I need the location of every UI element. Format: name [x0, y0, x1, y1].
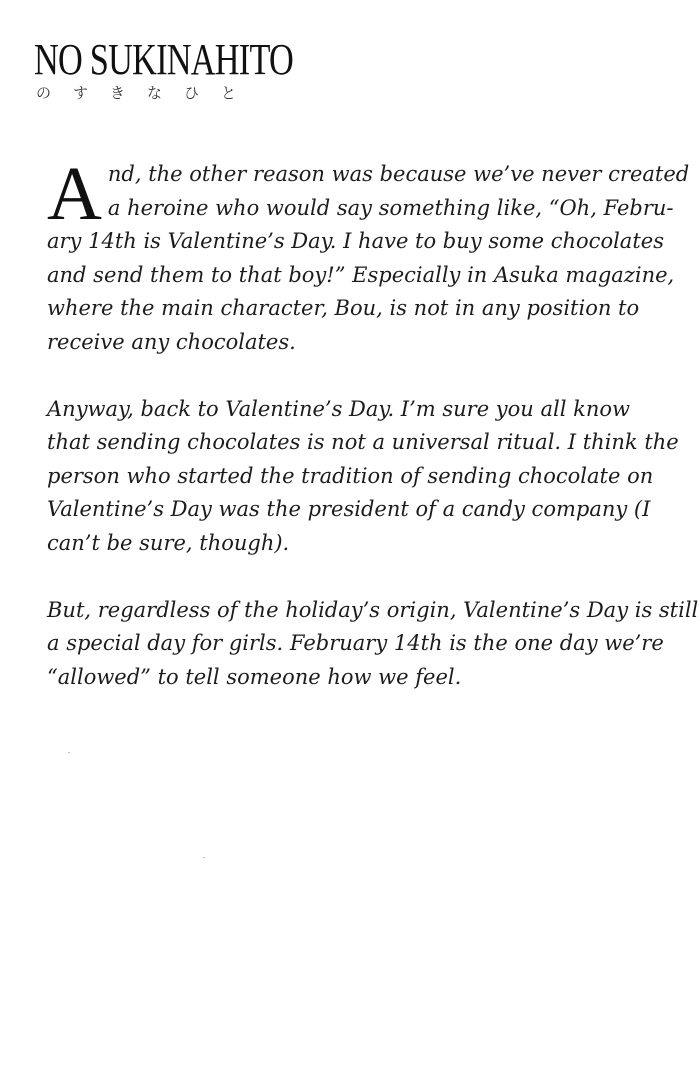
paragraph-3 [47, 594, 699, 695]
text-segment: magazine, [558, 262, 675, 287]
text-line: person who started the tradition of sending chocolate on [47, 463, 654, 488]
text-line: receive any chocolates. [47, 329, 296, 354]
text-line [47, 259, 675, 293]
text-line: where the main character, Bou, is not in any position to [47, 296, 640, 321]
page-subtitle-kana: のすきなひと [36, 84, 259, 102]
text-line: Valentine’s Day was the president of a candy company (I [47, 497, 651, 522]
text-segment: and send them to that boy!” Especially in [47, 262, 495, 287]
text-line: Anyway, back to Valentine’s Day. I’m sure you all know [47, 396, 631, 421]
text-line [47, 225, 672, 259]
text-line: nd, the other reason was because we’ve never created [107, 162, 690, 186]
text-line: that sending chocolates is not a universal ritual. I think the [47, 430, 679, 455]
text-line: But, regardless of the holiday’s origin, Valentine’s Day is still [47, 597, 699, 622]
text-line: a heroine who would say something like, “Oh, Febru- [107, 195, 674, 220]
title-block [34, 36, 366, 103]
article-body [47, 152, 699, 727]
text-line: a special day for girls. February 14th is the one day we’re [47, 631, 664, 656]
text-line: “allowed” to tell someone how we feel. [47, 664, 462, 689]
magazine-name: Asuka [494, 262, 559, 287]
paragraph-2 [47, 393, 679, 561]
text-line: ary 14th is Valentine’s Day. I have to buy some chocolates [47, 229, 664, 254]
page-title: NO SUKINAHITO [34, 35, 294, 84]
scan-speck [68, 752, 70, 753]
scan-speck [203, 857, 205, 858]
drop-cap: A [47, 152, 102, 236]
paragraph-1 [47, 152, 690, 360]
text-line: can’t be sure, though). [47, 530, 290, 555]
